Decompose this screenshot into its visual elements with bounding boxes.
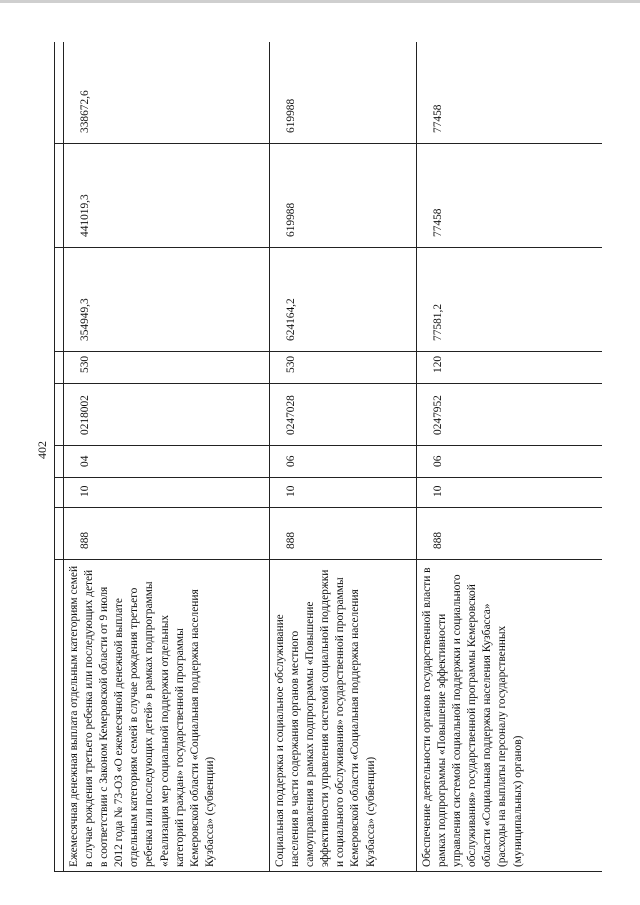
header-cell bbox=[55, 478, 64, 508]
row-value-1: 624164,2 bbox=[270, 248, 417, 352]
row-code: 888 bbox=[64, 508, 270, 560]
row-description: Обеспечение деятельности органов государственной власти в рамках подпрограммы «Повышение эффективности управления системой социальной поддержки и социального обслуживания» государственной программы Кемеровской области «Социальная поддержка населения Кузбасса» (расходы на выплаты персоналу государственных (муниципальных) органов) bbox=[417, 560, 603, 872]
row-expense-type: 530 bbox=[270, 352, 417, 384]
row-subsection: 06 bbox=[417, 446, 603, 478]
row-value-1: 354949,3 bbox=[64, 248, 270, 352]
table-row bbox=[64, 42, 270, 872]
row-expense-type: 120 bbox=[417, 352, 603, 384]
row-subsection: 04 bbox=[64, 446, 270, 478]
table-row bbox=[417, 42, 603, 872]
budget-table-frame bbox=[54, 42, 602, 872]
header-cell bbox=[55, 560, 64, 872]
row-value-3: 338672,6 bbox=[64, 42, 270, 144]
row-target: 0218002 bbox=[64, 384, 270, 446]
row-value-2: 441019,3 bbox=[64, 144, 270, 248]
header-cell bbox=[55, 446, 64, 478]
header-cell bbox=[55, 144, 64, 248]
row-code: 888 bbox=[417, 508, 603, 560]
table-row bbox=[270, 42, 417, 872]
top-border-line bbox=[0, 0, 640, 3]
row-description: Ежемесячная денежная выплата отдельным категориям семей в случае рождения третьего ребенка или последующих детей в соответствии с Законом Кемеровской области от 9 июля 2012 года № 73-ОЗ «О ежемесячной денежной выплате отдельным категориям семей в случае рождения третьего ребенка или последующих детей» в рамках подпрограммы «Реализация мер социальной поддержки отдельных категорий граждан» государственной программы Кемеровской области «Социальная поддержка населения Кузбасса» (субвенции) bbox=[64, 560, 270, 872]
row-target: 0247028 bbox=[270, 384, 417, 446]
header-cell bbox=[55, 352, 64, 384]
rotated-table-container bbox=[54, 42, 602, 872]
header-cell bbox=[55, 384, 64, 446]
row-section: 10 bbox=[270, 478, 417, 508]
table-header-strip bbox=[55, 42, 64, 872]
page-number: 402 bbox=[35, 441, 49, 459]
row-value-1: 77581,2 bbox=[417, 248, 603, 352]
row-code: 888 bbox=[270, 508, 417, 560]
row-value-3: 77458 bbox=[417, 42, 603, 144]
row-description: Социальная поддержка и социальное обслуживание населения в части содержания органов местного самоуправления в рамках подпрограммы «Повышение эффективности управления системой социальной поддержки и социального обслуживания» государственной программы Кемеровской области «Социальная поддержка населения Кузбасса» (субвенции) bbox=[270, 560, 417, 872]
row-value-3: 619988 bbox=[270, 42, 417, 144]
row-value-2: 77458 bbox=[417, 144, 603, 248]
row-expense-type: 530 bbox=[64, 352, 270, 384]
header-cell bbox=[55, 508, 64, 560]
row-section: 10 bbox=[417, 478, 603, 508]
header-cell bbox=[55, 42, 64, 144]
row-section: 10 bbox=[64, 478, 270, 508]
budget-table bbox=[54, 42, 602, 872]
header-cell bbox=[55, 248, 64, 352]
row-target: 0247952 bbox=[417, 384, 603, 446]
row-value-2: 619988 bbox=[270, 144, 417, 248]
row-subsection: 06 bbox=[270, 446, 417, 478]
